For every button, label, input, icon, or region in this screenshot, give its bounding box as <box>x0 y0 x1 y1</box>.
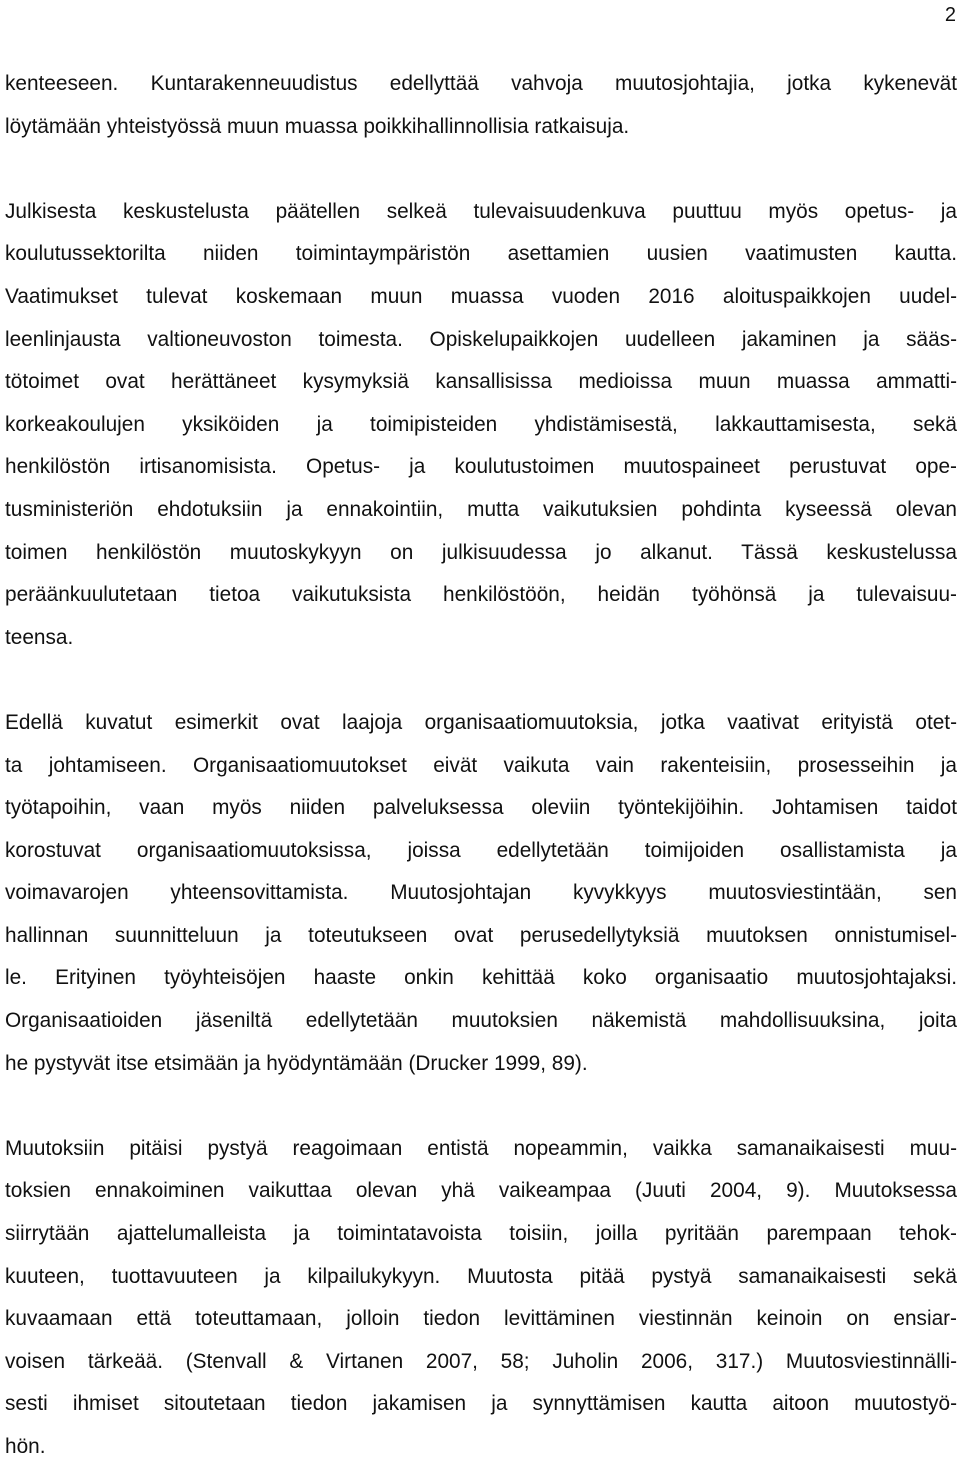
text-line: Muutoksiin pitäisi pystyä reagoimaan entistä nopeammin, vaikka samanaikaisesti muu- <box>5 1136 957 1160</box>
text-line: kenteeseen. Kuntarakenneuudistus edellyttää vahvoja muutosjohtajia, jotka kykenevät <box>5 72 957 95</box>
text-line: korkeakoulujen yksiköiden ja toimipisteiden yhdistämisestä, lakkauttamisesta, sekä <box>5 412 957 436</box>
text-line: löytämään yhteistyössä muun muassa poikkihallinnollisia ratkaisuja. <box>5 114 630 138</box>
text-line: ta johtamiseen. Organisaatiomuutokset eivät vaikuta vain rakenteisiin, prosesseihin ja <box>5 753 957 777</box>
text-line: le. Erityinen työyhteisöjen haaste onkin kehittää koko organisaatio muutosjohtajaksi. <box>5 966 957 990</box>
text-line: kuvaamaan että toteuttamaan, jolloin tiedon levittäminen viestinnän keinoin on ensiar- <box>5 1307 957 1331</box>
text-line: korostuvat organisaatiomuutoksissa, joissa edellytetään toimijoiden osallistamista ja <box>5 838 957 862</box>
paragraph-2 <box>5 191 957 660</box>
paragraph-spacer <box>5 1085 957 1128</box>
text-line: Julkisesta keskustelusta päätellen selkeä tulevaisuudenkuva puuttuu myös opetus- ja <box>5 199 957 223</box>
text-line: siirrytään ajattelumalleista ja toimintatavoista toisiin, joilla pyritään parempaan tehok- <box>5 1222 957 1246</box>
text-line: hön. <box>5 1435 46 1458</box>
text-line: voisen tärkeää. (Stenvall & Virtanen 2007, 58; Juholin 2006, 317.) Muutosviestinnälli- <box>5 1349 957 1373</box>
text-line: työtapoihin, vaan myös niiden palveluksessa oleviin työntekijöihin. Johtamisen taidot <box>5 796 957 820</box>
text-line: sesti ihmiset sitoutetaan tiedon jakamisen ja synnyttämisen kautta aitoon muutostyö- <box>5 1392 957 1416</box>
paragraph-3 <box>5 702 957 1085</box>
text-line: voimavarojen yhteensovittamista. Muutosjohtajan kyvykkyys muutosviestintään, sen <box>5 881 957 905</box>
text-line: Organisaatioiden jäseniltä edellytetään muutoksien näkemistä mahdollisuuksina, joita <box>5 1009 957 1033</box>
page-number: 2 <box>944 4 956 26</box>
text-line: henkilöstön irtisanomisista. Opetus- ja koulutustoimen muutospaineet perustuvat ope- <box>5 455 957 479</box>
text-line: Vaatimukset tulevat koskemaan muun muassa vuoden 2016 aloituspaikkojen uudel- <box>5 284 957 308</box>
text-line: teensa. <box>5 625 74 649</box>
document-body <box>5 63 957 1469</box>
text-line: Edellä kuvatut esimerkit ovat laajoja organisaatiomuutoksia, jotka vaativat erityistä otet- <box>5 710 957 734</box>
text-line: he pystyvät itse etsimään ja hyödyntämään (Drucker 1999, 89). <box>5 1051 588 1075</box>
text-line: peräänkuulutetaan tietoa vaikutuksista henkilöstöön, heidän työhönsä ja tulevaisuu- <box>5 583 957 607</box>
text-line: tusministeriön ehdotuksiin ja ennakointiin, mutta vaikutuksien pohdinta kyseessä olevan <box>5 497 957 521</box>
paragraph-1 <box>5 63 957 148</box>
text-line: kuuteen, tuottavuuteen ja kilpailukykyyn. Muutosta pitää pystyä samanaikaisesti sekä <box>5 1264 957 1288</box>
text-line: koulutussektorilta niiden toimintaympäristön asettamien uusien vaatimusten kautta. <box>5 242 957 266</box>
text-line: toksien ennakoiminen vaikuttaa olevan yhä vaikeampaa (Juuti 2004, 9). Muutoksessa <box>5 1179 957 1203</box>
paragraph-spacer <box>5 659 957 702</box>
text-line: hallinnan suunnitteluun ja toteutukseen ovat perusedellytyksiä muutoksen onnistumisel- <box>5 923 957 947</box>
paragraph-4 <box>5 1128 957 1469</box>
text-line: leenlinjausta valtioneuvoston toimesta. Opiskelupaikkojen uudelleen jakaminen ja sääs- <box>5 327 957 351</box>
text-line: tötoimet ovat herättäneet kysymyksiä kansallisissa medioissa muun muassa ammatti- <box>5 370 957 394</box>
text-line: toimen henkilöstön muutoskykyyn on julkisuudessa jo alkanut. Tässä keskustelussa <box>5 540 957 564</box>
paragraph-spacer <box>5 148 957 191</box>
